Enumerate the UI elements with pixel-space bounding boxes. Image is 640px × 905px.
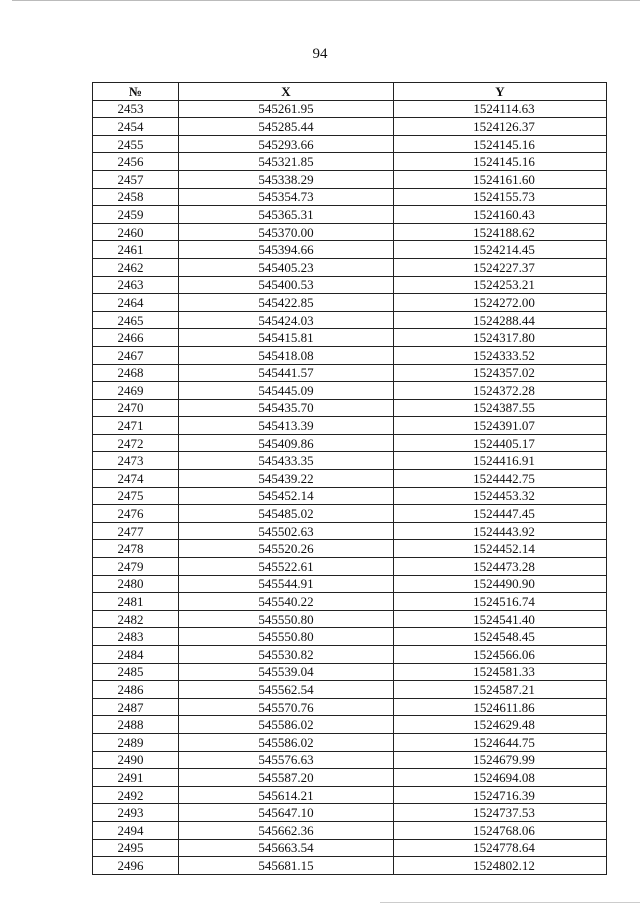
cell-number: 2466 [93,329,179,347]
cell-y: 1524416.91 [394,452,607,470]
table-row [93,118,607,136]
cell-number: 2456 [93,153,179,171]
cell-number: 2457 [93,170,179,188]
cell-x: 545354.73 [179,188,394,206]
cell-y: 1524447.45 [394,505,607,523]
cell-number: 2475 [93,487,179,505]
cell-y: 1524548.45 [394,628,607,646]
cell-y: 1524566.06 [394,646,607,664]
table-row [93,329,607,347]
cell-x: 545409.86 [179,434,394,452]
cell-number: 2459 [93,206,179,224]
table-row [93,698,607,716]
table-row [93,434,607,452]
table-row [93,170,607,188]
cell-y: 1524490.90 [394,575,607,593]
cell-x: 545662.36 [179,821,394,839]
cell-x: 545539.04 [179,663,394,681]
cell-number: 2458 [93,188,179,206]
table-row [93,505,607,523]
coordinates-table [92,82,607,875]
cell-x: 545544.91 [179,575,394,593]
cell-number: 2490 [93,751,179,769]
cell-y: 1524253.21 [394,276,607,294]
table-row [93,646,607,664]
cell-number: 2453 [93,100,179,118]
cell-number: 2488 [93,716,179,734]
cell-x: 545530.82 [179,646,394,664]
cell-number: 2494 [93,821,179,839]
table-row [93,522,607,540]
table-row [93,100,607,118]
cell-x: 545502.63 [179,522,394,540]
table-row [93,470,607,488]
table-row [93,294,607,312]
cell-x: 545586.02 [179,716,394,734]
cell-number: 2463 [93,276,179,294]
cell-x: 545550.80 [179,628,394,646]
table-row [93,417,607,435]
cell-number: 2481 [93,593,179,611]
cell-y: 1524737.53 [394,804,607,822]
cell-y: 1524333.52 [394,346,607,364]
table-row [93,540,607,558]
table-row [93,786,607,804]
cell-number: 2464 [93,294,179,312]
table-row [93,628,607,646]
page-number: 94 [312,46,328,62]
table-row [93,364,607,382]
table-row [93,821,607,839]
cell-number: 2479 [93,558,179,576]
cell-x: 545418.08 [179,346,394,364]
cell-number: 2472 [93,434,179,452]
cell-y: 1524272.00 [394,294,607,312]
cell-y: 1524160.43 [394,206,607,224]
cell-x: 545394.66 [179,241,394,259]
cell-number: 2474 [93,470,179,488]
cell-x: 545422.85 [179,294,394,312]
table-row [93,839,607,857]
cell-y: 1524716.39 [394,786,607,804]
cell-number: 2470 [93,399,179,417]
table-row [93,751,607,769]
cell-y: 1524288.44 [394,311,607,329]
cell-x: 545586.02 [179,733,394,751]
cell-x: 545441.57 [179,364,394,382]
cell-number: 2483 [93,628,179,646]
cell-y: 1524214.45 [394,241,607,259]
cell-x: 545400.53 [179,276,394,294]
cell-x: 545261.95 [179,100,394,118]
cell-number: 2496 [93,857,179,875]
table-row [93,346,607,364]
table-row [93,610,607,628]
cell-x: 545445.09 [179,382,394,400]
cell-y: 1524516.74 [394,593,607,611]
cell-y: 1524357.02 [394,364,607,382]
cell-number: 2473 [93,452,179,470]
cell-x: 545562.54 [179,681,394,699]
cell-number: 2486 [93,681,179,699]
cell-y: 1524188.62 [394,223,607,241]
table-header [93,83,607,101]
header-row [93,83,607,101]
cell-number: 2492 [93,786,179,804]
table-row [93,223,607,241]
cell-y: 1524227.37 [394,258,607,276]
cell-x: 545647.10 [179,804,394,822]
cell-y: 1524161.60 [394,170,607,188]
cell-y: 1524778.64 [394,839,607,857]
cell-y: 1524442.75 [394,470,607,488]
cell-y: 1524453.32 [394,487,607,505]
cell-x: 545370.00 [179,223,394,241]
scan-top-edge-rule [12,0,640,1]
cell-number: 2454 [93,118,179,136]
cell-number: 2493 [93,804,179,822]
cell-x: 545485.02 [179,505,394,523]
table-row [93,804,607,822]
cell-number: 2461 [93,241,179,259]
cell-number: 2491 [93,769,179,787]
cell-x: 545365.31 [179,206,394,224]
cell-y: 1524126.37 [394,118,607,136]
cell-number: 2462 [93,258,179,276]
cell-x: 545587.20 [179,769,394,787]
cell-x: 545614.21 [179,786,394,804]
cell-y: 1524452.14 [394,540,607,558]
cell-x: 545522.61 [179,558,394,576]
cell-x: 545415.81 [179,329,394,347]
cell-y: 1524629.48 [394,716,607,734]
table-row [93,258,607,276]
cell-number: 2469 [93,382,179,400]
table-row [93,188,607,206]
cell-x: 545338.29 [179,170,394,188]
cell-y: 1524473.28 [394,558,607,576]
table-row [93,153,607,171]
cell-number: 2489 [93,733,179,751]
table-row [93,663,607,681]
cell-x: 545293.66 [179,135,394,153]
cell-x: 545321.85 [179,153,394,171]
table-row [93,135,607,153]
cell-y: 1524145.16 [394,153,607,171]
table-row [93,575,607,593]
table-row [93,241,607,259]
cell-number: 2495 [93,839,179,857]
cell-x: 545452.14 [179,487,394,505]
cell-y: 1524372.28 [394,382,607,400]
cell-y: 1524802.12 [394,857,607,875]
header-number: № [93,83,179,101]
cell-x: 545439.22 [179,470,394,488]
cell-x: 545576.63 [179,751,394,769]
table-row [93,593,607,611]
cell-x: 545413.39 [179,417,394,435]
cell-y: 1524145.16 [394,135,607,153]
cell-x: 545681.15 [179,857,394,875]
table-row [93,311,607,329]
cell-number: 2476 [93,505,179,523]
table-row [93,558,607,576]
cell-y: 1524644.75 [394,733,607,751]
cell-number: 2467 [93,346,179,364]
cell-number: 2460 [93,223,179,241]
cell-x: 545550.80 [179,610,394,628]
cell-x: 545663.54 [179,839,394,857]
cell-x: 545520.26 [179,540,394,558]
header-y: Y [394,83,607,101]
table-body [93,100,607,874]
header-x: X [179,83,394,101]
cell-number: 2477 [93,522,179,540]
table-row [93,487,607,505]
table-row [93,206,607,224]
cell-y: 1524114.63 [394,100,607,118]
cell-y: 1524611.86 [394,698,607,716]
cell-number: 2480 [93,575,179,593]
cell-number: 2485 [93,663,179,681]
table-row [93,452,607,470]
cell-y: 1524391.07 [394,417,607,435]
cell-y: 1524317.80 [394,329,607,347]
cell-y: 1524587.21 [394,681,607,699]
table-row [93,733,607,751]
table-row [93,857,607,875]
cell-y: 1524679.99 [394,751,607,769]
cell-number: 2465 [93,311,179,329]
cell-x: 545405.23 [179,258,394,276]
cell-number: 2471 [93,417,179,435]
cell-number: 2482 [93,610,179,628]
cell-number: 2487 [93,698,179,716]
cell-x: 545540.22 [179,593,394,611]
cell-number: 2478 [93,540,179,558]
cell-number: 2468 [93,364,179,382]
cell-number: 2484 [93,646,179,664]
cell-y: 1524155.73 [394,188,607,206]
cell-y: 1524581.33 [394,663,607,681]
cell-x: 545570.76 [179,698,394,716]
cell-y: 1524405.17 [394,434,607,452]
cell-y: 1524443.92 [394,522,607,540]
table-row [93,276,607,294]
table-row [93,681,607,699]
scan-bottom-edge-rule [380,902,640,903]
cell-x: 545433.35 [179,452,394,470]
cell-number: 2455 [93,135,179,153]
table-row [93,382,607,400]
cell-x: 545435.70 [179,399,394,417]
cell-y: 1524768.06 [394,821,607,839]
cell-x: 545424.03 [179,311,394,329]
cell-y: 1524694.08 [394,769,607,787]
table-row [93,399,607,417]
table-row [93,716,607,734]
cell-x: 545285.44 [179,118,394,136]
table-row [93,769,607,787]
cell-y: 1524387.55 [394,399,607,417]
cell-y: 1524541.40 [394,610,607,628]
